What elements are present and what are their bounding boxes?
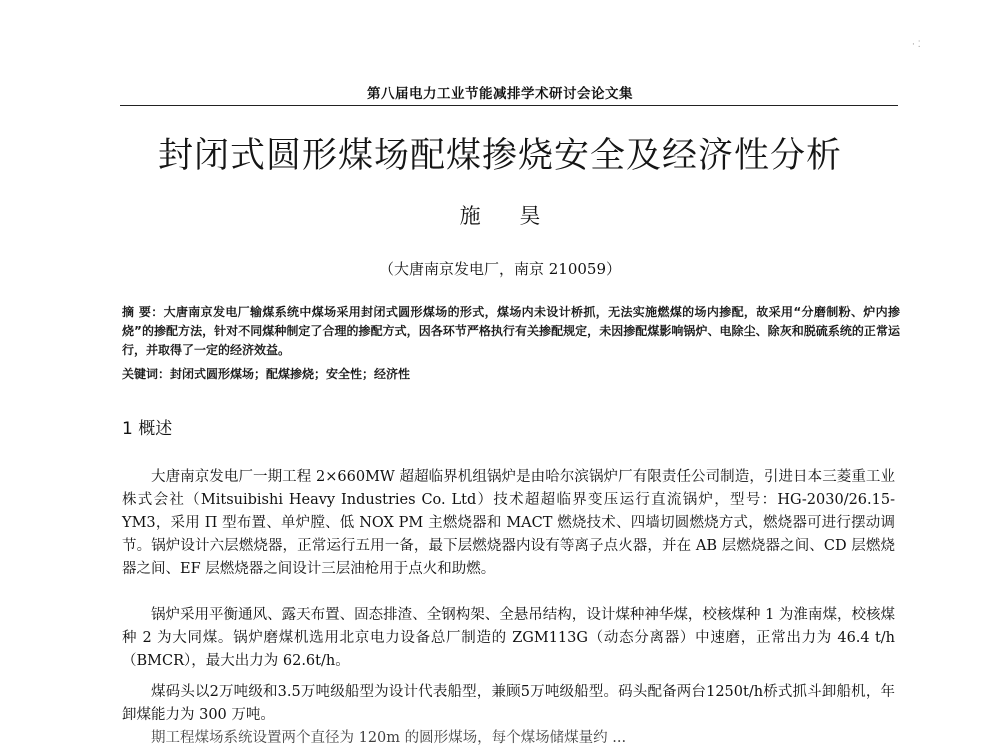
paragraph-2: 锅炉采用平衡通风、露天布置、固态排渣、全钢构架、全悬吊结构，设计煤种神华煤，校核煤种 1 为淮南煤，校核煤种 2 为大同煤。锅炉磨煤机选用北京电力设备总厂制造的 ZGM113G（动态分离器）中速磨，正常出力为 46.4 t/h（BMCR），最大出力为 62.6t/h。: [122, 607, 895, 669]
scan-specks: · ⁚: [912, 40, 921, 50]
section-heading: 1 概述: [122, 419, 173, 439]
body-paragraph-cut: [122, 727, 895, 750]
body-paragraph: [122, 604, 895, 673]
abstract-text: 大唐南京发电厂输煤系统中煤场采用封闭式圆形煤场的形式，煤场内未设计桥抓，无法实施燃煤的场内掺配，故采用“分磨制粉、炉内掺烧”的掺配方法，针对不同煤种制定了合理的掺配方式，因各环节严格执行有关掺配规定，未因掺配煤影响锅炉、电除尘、除灰和脱硫系统的正常运行，并取得了一定的经济效益。: [122, 305, 900, 357]
paragraph-3: 煤码头以2万吨级和3.5万吨级船型为设计代表船型，兼顾5万吨级船型。码头配备两台1250t/h桥式抓斗卸船机，年卸煤能力为 300 万吨。: [122, 684, 895, 723]
abstract: [122, 303, 900, 360]
paragraph-1: 大唐南京发电厂一期工程 2×660MW 超超临界机组锅炉是由哈尔滨锅炉厂有限责任公司制造，引进日本三菱重工业株式会社（Mitsuibishi Heavy Industries Co. Ltd）技术超超临界变压运行直流锅炉，型号：HG-2030/26.15-YM3，采用 Π 型布置、单炉膛、低 NOX PM 主燃烧器和 MACT 燃烧技术、四墙切圆燃烧方式，燃烧器可进行摆动调节。锅炉设计六层燃烧器，正常运行五用一备，最下层燃烧器内设有等离子点火器，并在 AB 层燃烧器之间、CD 层燃烧器之间、EF 层燃烧器之间设计三层油枪用于点火和助燃。: [122, 469, 895, 577]
keywords-label: 关键词：: [122, 367, 171, 381]
affiliation: （大唐南京发电厂，南京 210059）: [378, 260, 622, 278]
paper-title: 封闭式圆形煤场配煤掺烧安全及经济性分析: [157, 136, 842, 176]
body-paragraph: [122, 466, 895, 581]
header-rule: [120, 105, 898, 106]
author-name: 施 昊: [459, 204, 557, 228]
running-header: 第八届电力工业节能减排学术研讨会论文集: [367, 86, 633, 102]
body-paragraph: [122, 681, 895, 727]
paragraph-4: 期工程煤场系统设置两个直径为 120m 的圆形煤场，每个煤场储煤量约 ...: [151, 730, 627, 746]
keywords-text: 封闭式圆形煤场；配煤掺烧；安全性；经济性: [170, 367, 411, 381]
keywords: [122, 365, 900, 384]
abstract-label: 摘 要：: [122, 305, 164, 319]
